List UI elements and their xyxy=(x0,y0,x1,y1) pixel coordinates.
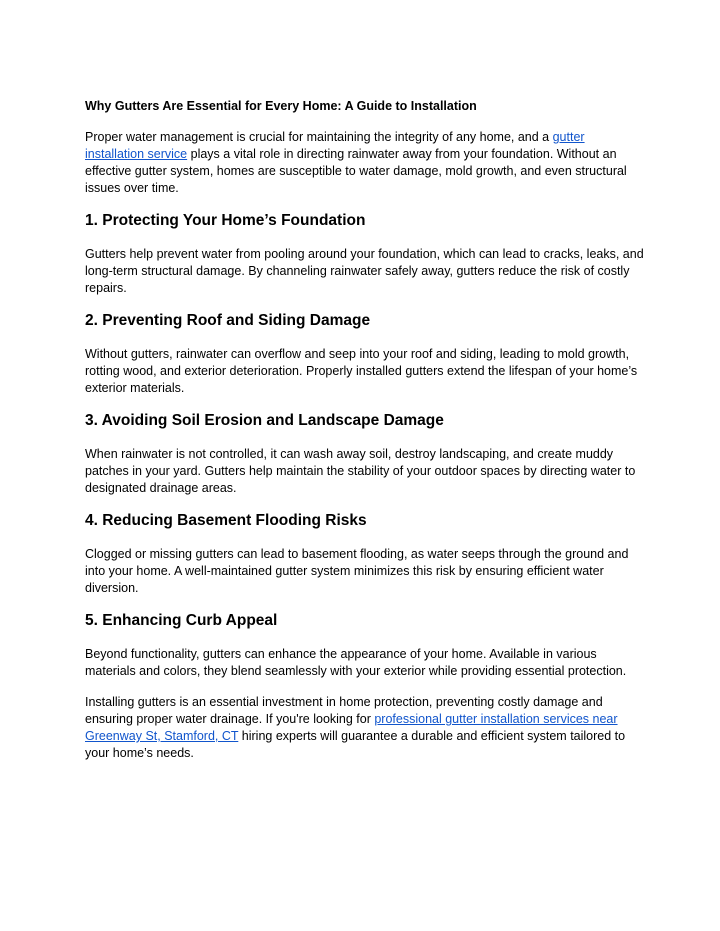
conclusion-paragraph xyxy=(85,694,645,762)
document-page xyxy=(85,97,645,776)
professional-gutter-services-link[interactable]: professional gutter installation services near Greenway St, Stamford, CT xyxy=(85,712,618,743)
section-heading-1: 1. Protecting Your Home’s Foundation xyxy=(85,212,366,229)
section-body-4: Clogged or missing gutters can lead to basement flooding, as water seeps through the ground and into your home. A well-maintained gutter system minimizes this risk by ensuring efficient water diversion. xyxy=(85,547,629,595)
intro-text-before: Proper water management is crucial for maintaining the integrity of any home, and a xyxy=(85,130,553,144)
section-body-2: Without gutters, rainwater can overflow and seep into your roof and siding, leading to mold growth, rotting wood, and exterior deterioration. Properly installed gutters extend the lifespan of your home’s exterior materials. xyxy=(85,347,638,395)
section-body-5: Beyond functionality, gutters can enhance the appearance of your home. Available in various materials and colors, they blend seamlessly with your exterior while providing essential protection. xyxy=(85,647,627,678)
section-heading-4: 4. Reducing Basement Flooding Risks xyxy=(85,512,367,529)
intro-text-after: plays a vital role in directing rainwater away from your foundation. Without an effective gutter system, homes are susceptible to water damage, mold growth, and even structural issues over time. xyxy=(85,147,627,195)
section-heading-2: 2. Preventing Roof and Siding Damage xyxy=(85,312,371,329)
gutter-installation-service-link[interactable]: gutter installation service xyxy=(85,130,585,161)
section-heading-3: 3. Avoiding Soil Erosion and Landscape Damage xyxy=(85,412,444,429)
document-title: Why Gutters Are Essential for Every Home: A Guide to Installation xyxy=(85,99,477,113)
conclusion-text-after: hiring experts will guarantee a durable and efficient system tailored to your home’s needs. xyxy=(85,729,626,760)
section-body-1: Gutters help prevent water from pooling around your foundation, which can lead to cracks, leaks, and long-term structural damage. By channeling rainwater safely away, gutters reduce the risk of costly repairs. xyxy=(85,247,644,295)
intro-paragraph xyxy=(85,129,645,197)
conclusion-text-before: Installing gutters is an essential investment in home protection, preventing costly damage and ensuring proper water drainage. If you're looking for xyxy=(85,695,603,726)
section-body-3: When rainwater is not controlled, it can wash away soil, destroy landscaping, and create muddy patches in your yard. Gutters help maintain the stability of your outdoor spaces by directing water to designated drainage areas. xyxy=(85,447,636,495)
section-heading-5: 5. Enhancing Curb Appeal xyxy=(85,612,278,629)
